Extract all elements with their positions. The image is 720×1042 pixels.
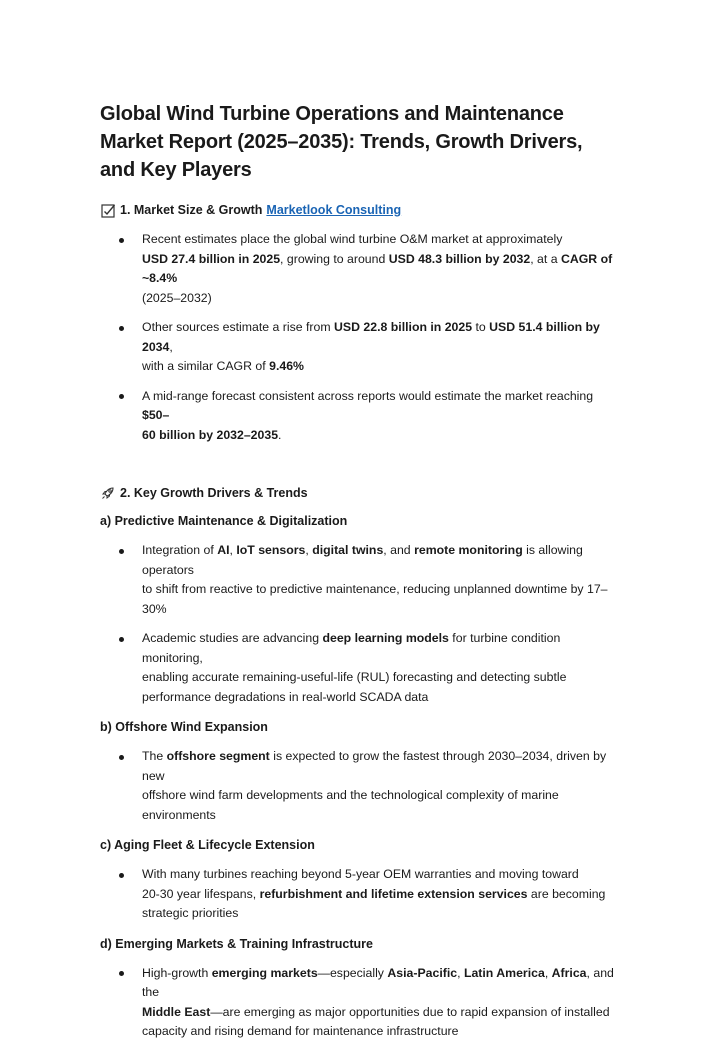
bold-text: 9.46% (269, 359, 304, 373)
bold-text: AI (217, 543, 230, 557)
subsection-title: b) Offshore Wind Expansion (100, 720, 268, 734)
bold-text: CAGR of ~8.4% (142, 251, 613, 285)
text-run: strategic priorities (142, 906, 239, 920)
text-run: , (457, 965, 464, 980)
text-run: , at a (530, 251, 561, 266)
bold-text: 60 billion by 2032–2035 (142, 427, 279, 442)
bullet-list (100, 541, 620, 707)
bold-text: Asia-Pacific (387, 965, 458, 980)
text-run: , and (383, 543, 415, 557)
section-heading-text: 2. Key Growth Drivers & Trends (120, 486, 308, 500)
text-run: is expected to grow the fastest through 2030–2034, driven by new (142, 749, 607, 783)
list-item (100, 629, 620, 707)
text-run: Academic studies are advancing (142, 631, 323, 645)
bold-text: USD 27.4 billion in 2025 (142, 251, 281, 266)
market-size-list (100, 230, 620, 445)
bold-text: offshore segment (166, 749, 270, 763)
text-run: to (472, 320, 490, 334)
list-item (100, 747, 620, 825)
text-run: Other sources estimate a rise from (142, 320, 335, 334)
text-run: A mid-range forecast consistent across reports would estimate the market reaching (142, 388, 594, 403)
section-growth-drivers-heading (100, 483, 620, 503)
section-heading-text: 1. Market Size & Growth (120, 203, 263, 217)
text-run: performance degradations in real-world SCADA data (142, 689, 429, 704)
text-run: are becoming (527, 886, 606, 901)
text-run: , growing to around (280, 251, 389, 266)
bold-text: refurbishment and lifetime extension services (259, 886, 528, 901)
text-run: , (305, 543, 313, 557)
section-market-size-heading (100, 200, 620, 220)
text-run: , (169, 339, 173, 354)
bullet-list (100, 964, 620, 1042)
text-run: Integration of (142, 543, 218, 557)
text-run: offshore wind farm developments and the technological complexity of marine (142, 788, 559, 802)
text-run: . (278, 427, 282, 442)
text-run: High-growth (142, 965, 212, 980)
text-run: , (544, 965, 552, 980)
text-run: 30% (142, 601, 167, 616)
text-run: is allowing operators (142, 543, 583, 577)
bold-text: remote monitoring (414, 543, 523, 557)
bold-text: Latin America (463, 965, 545, 980)
text-run: Recent estimates place the global wind turbine O&M market at approximately (142, 232, 563, 246)
list-item (100, 964, 620, 1042)
text-run: 20-30 year lifespans, (142, 886, 260, 901)
text-run: (2025–2032) (142, 290, 212, 305)
text-run: —especially (317, 965, 388, 980)
rocket-icon (100, 485, 116, 501)
bold-text: digital twins (312, 543, 384, 557)
subsection-title: c) Aging Fleet & Lifecycle Extension (100, 838, 315, 852)
bold-text: Middle East (142, 1004, 211, 1019)
bold-text: emerging markets (211, 965, 318, 980)
text-run: enabling accurate remaining-useful-life (RUL) forecasting and detecting subtle (142, 670, 567, 684)
bold-text: Africa (551, 965, 587, 980)
text-run: , (229, 543, 237, 557)
bold-text: USD 51.4 billion by 2034 (142, 320, 600, 354)
subsection-title: d) Emerging Markets & Training Infrastructure (100, 936, 373, 951)
text-run: , and the (142, 965, 614, 999)
subsection-title: a) Predictive Maintenance & Digitalization (100, 514, 348, 528)
growth-drivers-body (100, 511, 620, 1042)
text-run: to shift from reactive to predictive maintenance, reducing unplanned downtime by 17– (142, 582, 608, 596)
bold-text: deep learning models (322, 631, 449, 645)
text-run: With many turbines reaching beyond 5-year OEM warranties and moving toward (142, 867, 579, 881)
list-item (100, 387, 620, 446)
list-item (100, 318, 620, 377)
bold-text: USD 48.3 billion by 2032 (388, 251, 531, 266)
text-run: —are emerging as major opportunities due to rapid expansion of installed (210, 1004, 610, 1019)
page-title: Global Wind Turbine Operations and Maintenance Market Report (2025–2035): Trends, Growth Drivers, and Key Players (100, 103, 583, 181)
text-run: capacity and rising demand for maintenance infrastructure (142, 1024, 459, 1038)
bullet-list (100, 865, 620, 924)
text-run: The (142, 749, 167, 763)
list-item (100, 541, 620, 619)
bold-text: USD 22.8 billion in 2025 (334, 320, 473, 334)
bold-text: $50– (142, 408, 170, 422)
bullet-list (100, 747, 620, 825)
check-box-icon (100, 202, 116, 218)
marketlook-consulting-link[interactable]: Marketlook Consulting (266, 203, 402, 217)
list-item (100, 865, 620, 924)
text-run: environments (142, 807, 216, 822)
list-item (100, 230, 620, 308)
text-run: with a similar CAGR of (142, 359, 270, 373)
bold-text: IoT sensors (236, 543, 306, 557)
text-run: for turbine condition monitoring, (142, 631, 561, 665)
